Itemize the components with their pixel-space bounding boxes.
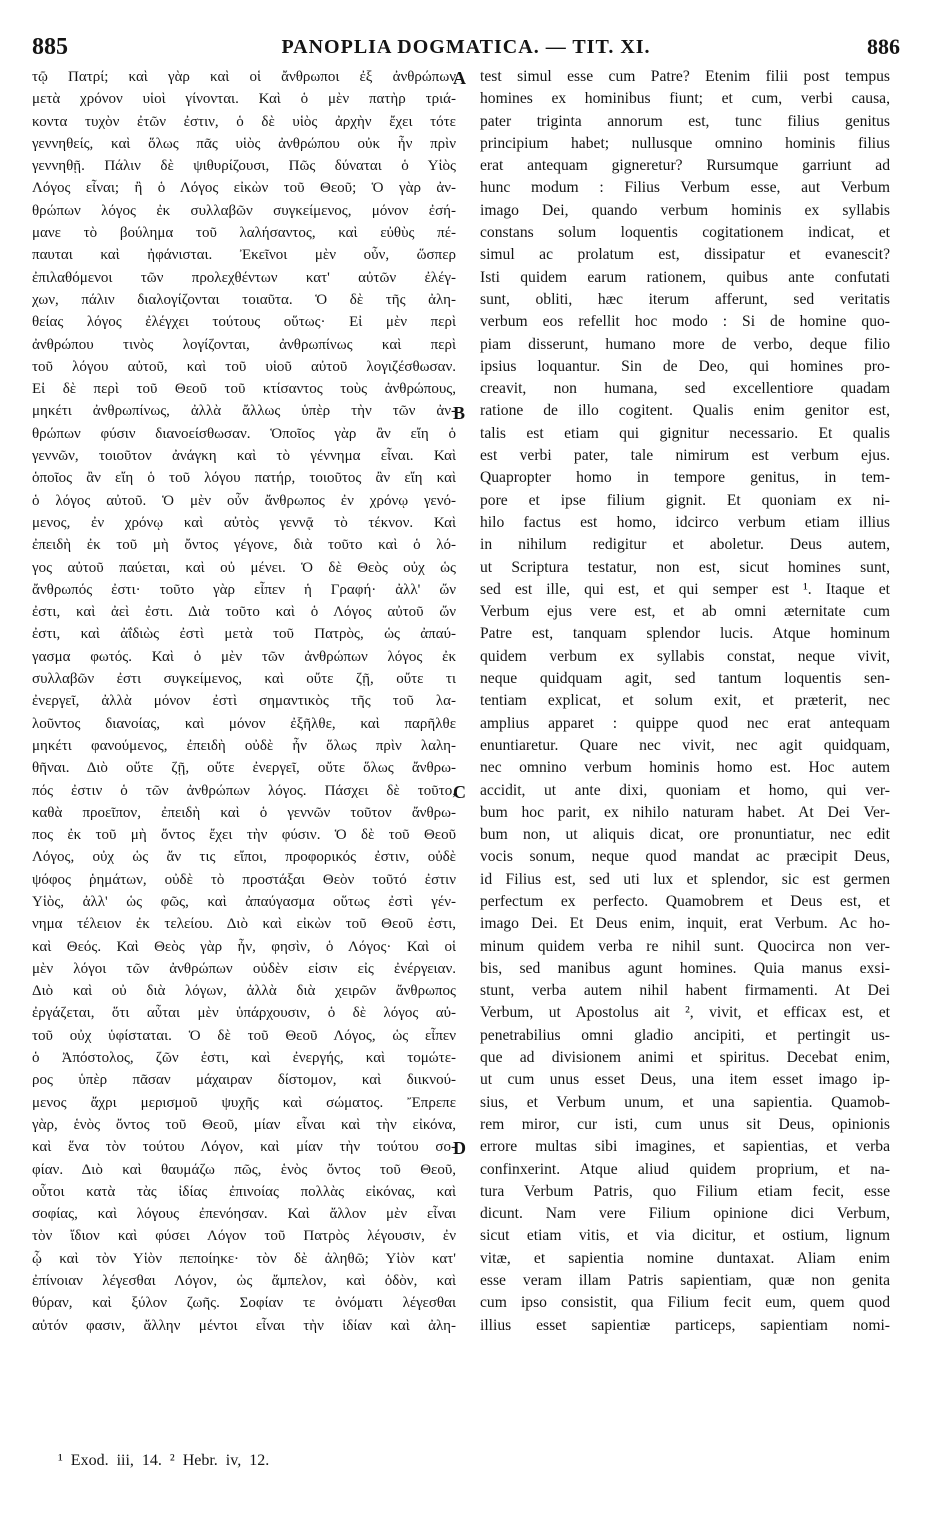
latin-text-line: imago Dei. Et Deus enim, inquit, erat Verbum. Ac ho- [480, 915, 890, 933]
latin-text-line: ipsius loquantur. Sin de Deo, qui homines pro- [480, 357, 890, 375]
greek-text-line: νημα τέλειον ἐκ τελείου. Διὸ καὶ εἰκὼν τοῦ Θεοῦ ἐστι, [32, 916, 456, 933]
latin-text-line: est verbi pater, tale nimirum est verbum ejus. [480, 447, 890, 465]
greek-text-line: φίαν. Διὸ καὶ θαυμάζω πῶς, ἑνὸς ὄντος τοῦ Θεοῦ, [32, 1161, 456, 1178]
greek-text-line: πός ἐστιν ὁ τῶν ἀνθρώπων λόγος. Πάσχει δὲ τοῦτο, [32, 782, 456, 799]
greek-column [32, 66, 456, 1337]
greek-text-line: μενος ἄχρι μερισμοῦ ψυχῆς καὶ σώματος. Ἔπρεπε [32, 1094, 456, 1111]
greek-text-line: θρώπων λόγος ἐκ συλλαβῶν συγκείμενος, μόνον ἐσή- [32, 202, 456, 219]
greek-text-line: αὐτόν φασιν, ἄλλην μέντοι εἶναι τὴν ἰδίαν καὶ ἀλη- [32, 1317, 456, 1334]
greek-text-line: μετὰ χρόνον υἱοὶ γίνονται. Καὶ ὁ μὲν πατὴρ τριά- [32, 91, 456, 108]
greek-text-line: μηκέτι ἀνθρωπίνως, ἀλλὰ ἄλλως ὑπὲρ τὴν τῶν ἀν- [32, 403, 456, 420]
latin-text-line: tentiam explicat, et solum exit, et præterit, nec [480, 692, 890, 710]
greek-text-line: τῷ Πατρί; καὶ γὰρ καὶ οἱ ἄνθρωποι ἐξ ἀνθρώπων [32, 69, 456, 85]
greek-text-line: ὁ Ἀπόστολος, ζῶν ἐστι, καὶ ἐνεργής, καὶ τομώτε- [32, 1050, 456, 1067]
greek-text-line: Λόγος, οὐχ ὡς ἄν τις εἴποι, προφορικός ἐστιν, οὐδὲ [32, 849, 456, 866]
page-number-right: 886 [867, 34, 900, 59]
latin-text-line: quidem verbum ex syllabis constat, neque vivit, [480, 647, 890, 665]
greek-text-line: γεννῶν, τοιοῦτον ἀνάγκη καὶ τὸ γέννημα εἶναι. Καὶ [32, 448, 456, 465]
greek-text-line: γος αὐτοῦ παύεται, καὶ οὐ μένει. Ὁ δὲ Θεὸς οὐχ ὡς [32, 559, 456, 576]
section-marker: C [453, 781, 466, 802]
running-title: PANOPLIA DOGMATICA. — TIT. XI. [281, 36, 651, 58]
greek-text-line: μανε τὸ βούλημα τοῦ λαλήσαντος, καὶ εὐθὺς πέ- [32, 225, 456, 242]
greek-text-line: συλλαβῶν ἐστι συγκείμενος, καὶ οὔτε ζῇ, οὔτε τι [32, 671, 456, 688]
greek-text-line: ρος ὑπὲρ πᾶσαν μάχαιραν δίστομον, καὶ διικνού- [32, 1072, 456, 1089]
greek-text-line: Εἰ δὲ περὶ τοῦ Θεοῦ τοῦ κτίσαντος τοὺς ἀνθρώπους, [32, 381, 456, 398]
latin-text-line: sicut etiam vitis, et via dicitur, et ostium, lignum [480, 1227, 890, 1245]
latin-text-line: sunt, obliti, hæc iterum afferunt, sed veritatis [480, 290, 890, 308]
latin-text-line: enuntiaretur. Quare nec vivit, nec agit quidquam, [480, 736, 890, 754]
latin-text-line: sius, et Verbum unum, et una sapientia. Quamob- [480, 1093, 890, 1111]
latin-text-line: hilo factus est homo, idcirco verbum etiam illius [480, 513, 890, 531]
latin-text-line: principium habet; nullusque omnino hominis filius [480, 134, 890, 152]
latin-text-line: verbum eos refellit hoc modo : Si de homine quo- [480, 313, 890, 331]
latin-text-line: test simul esse cum Patre? Etenim filii post tempus [480, 68, 890, 85]
greek-text-line: θρώπων φύσιν διανοείσθωσαν. Ὁποῖος γὰρ ἂν εἴη ὁ [32, 425, 456, 442]
greek-text-line: χων, πάλιν διαλογίζονται τοιαῦτα. Ὁ δὲ τῆς ἀλη- [32, 291, 456, 308]
latin-text-line: bis, sed manibus agunt homines. Quia manus exsi- [480, 959, 890, 977]
latin-text-line: minum quidem verba re nihil sunt. Quocirca non ver- [480, 937, 890, 955]
latin-text-line: confinxerint. Atque aliud quidem proprium, et na- [480, 1160, 890, 1178]
greek-text-line: ἐργάζεται, ὅτι αὗται μὲν ὑπάρχουσιν, ὁ δὲ λόγος αὐ- [32, 1005, 456, 1022]
latin-text-line: piam disserunt, humano more de verbo, deque filio [480, 335, 890, 353]
latin-text-line: talis est etiam qui gignitur necessario. Et qualis [480, 424, 890, 442]
greek-text-line: τοῦ λόγου αὐτοῦ, καὶ τοῦ υἱοῦ αὐτοῦ λογιζέσθωσαν. [32, 358, 456, 375]
greek-text-line: μὲν λόγοι τῶν ἀνθρώπων οὐδὲν εἰσιν εἰς ἐνέργειαν. [32, 960, 456, 977]
latin-text-line: pore et ipse filium gignit. Et quoniam ex ni- [480, 491, 890, 509]
greek-text-line: οὗτοι κατὰ τὰς ἰδίας ἐπινοίας πολλὰς εἰκόνας, καὶ [32, 1183, 456, 1200]
latin-text-line: creavit, non humana, sed excellentiore quadam [480, 380, 890, 398]
greek-text-line: ἐστι, καὶ ἀΐδιὼς ἐστὶ μετὰ τοῦ Πατρὸς, ὡς ἀπαύ- [32, 626, 456, 643]
latin-text-line: tura Verbum Patris, quo Filium etiam fecit, esse [480, 1182, 890, 1200]
greek-text-line: ἐνεργεῖ, ἀλλὰ μόνον ἐστὶ σημαντικὸς τῆς τοῦ λα- [32, 693, 456, 710]
latin-text-line: ut cum unus esset Deus, una item esset imago ip- [480, 1071, 890, 1089]
latin-text-line: esse veram illam Patris sapientiam, quæ non genita [480, 1272, 890, 1290]
greek-text-line: γασμα φωτός. Καὶ ὁ μὲν τῶν ἀνθρώπων λόγος ἐκ [32, 648, 456, 665]
latin-text-line: illius esset sapientiæ particeps, sapientiam nomi- [480, 1316, 890, 1334]
greek-text-line: ἐπειδὴ ἐκ τοῦ μὴ ὄντος γέγονε, διὰ τοῦτο καὶ ὁ λό- [32, 537, 456, 554]
latin-text-line: in nihilum redigitur et aboletur. Deus autem, [480, 536, 890, 554]
latin-text-line: simul ac prolatum est, dissipatur et evanescit? [480, 246, 890, 264]
latin-text-line: penetrabilius omni gladio ancipiti, et pertingit us- [480, 1026, 890, 1044]
greek-text-line: μενος, ἐν χρόνῳ καὶ αὐτὸς γεννᾷ τὸ τέκνον. Καὶ [32, 514, 456, 531]
latin-text-line: Patre est, tanquam splendor lucis. Atque hominum [480, 625, 890, 643]
latin-text-line: id Filius est, sed uti lux et splendor, sic est germen [480, 870, 890, 888]
greek-text-line: καθὰ προεῖπον, ἐπειδὴ καὶ ὁ γεννῶν τοῦτον ἄνθρω- [32, 804, 456, 821]
latin-text-line: neque quidquam agit, sed tantum loquentis sen- [480, 670, 890, 688]
greek-text-line: πος ἐκ τοῦ μὴ ὄντος ἔχει τὴν φύσιν. Ὁ δὲ τοῦ Θεοῦ [32, 827, 456, 844]
greek-text-line: ἐπίνοιαν λέγεσθαι Λόγον, ὡς ἄμπελον, καὶ ὁδὸν, καὶ [32, 1273, 456, 1290]
latin-text-line: Isti quidem earum rationem, quibus ante confutati [480, 268, 890, 286]
latin-text-line: Quapropter homo in tempore genitus, in tem- [480, 469, 890, 487]
greek-text-line: Λόγος εἶναι; ἢ ὁ Λόγος εἰκὼν τοῦ Θεοῦ; Ὁ γὰρ ἀν- [32, 180, 456, 197]
greek-text-line: γεννηθῇ. Πάλιν δὲ ψιθυρίζουσι, Πῶς δύναται ὁ Υἱὸς [32, 158, 456, 175]
greek-text-line: παυται καὶ ἠφάνισται. Ἐκεῖνοι μὲν οὖν, ὥσπερ [32, 247, 456, 264]
latin-text-line: constans solum loquentis cogitationem indicat, et [480, 224, 890, 242]
greek-text-line: γεννηθείς, καὶ ὅλως πᾶς υἱὸς ἀνθρώπου οὐκ ἦν πρὶν [32, 135, 456, 152]
section-marker: B [453, 402, 466, 423]
greek-text-line: Διὸ καὶ οὐ διὰ λόγων, ἀλλὰ διὰ χειρῶν ἄνθρωπος [32, 983, 456, 1000]
latin-text-line: que ad divisionem animi et spiritus. Decebat enim, [480, 1049, 890, 1067]
latin-text-line: stunt, verba autem nihil habent firmamenti. At Dei [480, 982, 890, 1000]
latin-text-line: hunc modum : Filius Verbum esse, aut Verbum [480, 179, 890, 197]
latin-text-line: ratione de illo cogitent. Qualis enim genitor est, [480, 402, 890, 420]
greek-text-line: ἄνθρωπός ἐστι· τοῦτο γὰρ εἶπεν ἡ Γραφή· ἀλλ' ὤν [32, 581, 456, 598]
greek-text-line: θείας λόγος ἐλέγχει τούτους οὕτως· Εἰ μὲν περὶ [32, 314, 456, 331]
greek-text-line: ἐπιλαθόμενοι τῶν προλεχθέντων κατ' αὐτῶν ἐλέγ- [32, 269, 456, 286]
section-marker: A [453, 68, 466, 88]
greek-text-line: θύραν, καὶ ξύλον ζωῆς. Σοφίαν τε ὀνόματι λέγεσθαι [32, 1295, 456, 1312]
greek-text-line: λοῦντος διανοίας, καὶ μόνον ἐξῆλθε, καὶ παρῆλθε [32, 715, 456, 732]
greek-text-line: καὶ Θεός. Καὶ Θεὸς γὰρ ἦν, φησὶν, ὁ Λόγος· Καὶ οἱ [32, 938, 456, 955]
latin-text-line: Verbum, ut Apostolus ait ², vivit, et efficax est, et [480, 1004, 890, 1022]
latin-text-line: dicunt. Nam vere Filium opinione dici Verbum, [480, 1205, 890, 1223]
greek-text-line: σοφίας, καὶ λόγους ἐπενόησαν. Καὶ ἄλλον μὲν εἶναι [32, 1206, 456, 1223]
greek-text-line: τοῦ οὐχ ὑφίσταται. Ὁ δὲ τοῦ Θεοῦ Λόγος, ὡς εἶπεν [32, 1027, 456, 1044]
latin-text-line: cum ipso consistit, qua Filium fecit eum, quem quod [480, 1294, 890, 1312]
latin-text-line: pater triginta annorum est, tunc filius genitus [480, 112, 890, 130]
latin-text-line: rem miror, cur isti, cum unus sit Deus, opinionis [480, 1115, 890, 1133]
greek-text-line: γὰρ, ἑνὸς ὄντος τοῦ Θεοῦ, μίαν εἶναι καὶ τὴν εἰκόνα, [32, 1116, 456, 1133]
greek-text-line: θῆναι. Διὸ οὔτε ζῇ, οὔτε ἐνεργεῖ, οὔτε ὅλως ἄνθρω- [32, 760, 456, 777]
latin-text-line: amplius apparet : quippe quod nec erat antequam [480, 714, 890, 732]
greek-text-line: ψόφος ῥημάτων, οὐδὲ τὸ προστάξαι Θεὸν τοῦτό ἐστιν [32, 871, 456, 888]
greek-text-line: ὁποῖος ἂν εἴη ὁ τοῦ λόγου πατήρ, τοιοῦτος ἂν εἴη καὶ [32, 470, 456, 487]
latin-text-line: Verbum ejus vere est, et ab omni æternitate cum [480, 603, 890, 621]
latin-text-line: homines ex hominibus fiunt; et cum, verbi causa, [480, 90, 890, 108]
greek-text-line: ἐστι, καὶ ἀεὶ ἐστι. Διὰ τοῦτο καὶ ὁ Λόγος αὐτοῦ ὤν [32, 604, 456, 621]
greek-text-line: Υἱὸς, ἀλλ' ὡς φῶς, καὶ ἀπαύγασμα οὕτως ἐστὶ γέν- [32, 893, 456, 910]
latin-text-line: perfectum ex perfecto. Quamobrem et Deus est, et [480, 892, 890, 910]
greek-text-line: κοντα τυχὸν ἐτῶν ἐστιν, ὁ δὲ υἱὸς ἀρχὴν ἔχει τότε [32, 113, 456, 130]
latin-text-line: ut Scriptura testatur, non est, sicut homines sunt, [480, 558, 890, 576]
latin-text-line: erat antequam gigneretur? Rursumque garriunt ad [480, 157, 890, 175]
latin-text-line: vocis sonum, neque quod mandat ac præcipit Deus, [480, 848, 890, 866]
latin-text-line: vitæ, et sapientia nomine duntaxat. Aliam enim [480, 1249, 890, 1267]
page-number-left: 885 [32, 34, 68, 60]
latin-text-line: bum hoc parit, ex nihilo naturam habet. At Dei Ver- [480, 803, 890, 821]
greek-text-line: μηκέτι φανούμενος, ἐπειδὴ οὐδὲ ἦν ὅλως πρὶν λαλη- [32, 737, 456, 754]
greek-text-line: ἀνθρώπου τινὸς λογίζονται, ἀνθρωπίνως καὶ περὶ [32, 336, 456, 353]
greek-text-line: ᾧ καὶ τὸν Υἱὸν πεποίηκε· τὸν δὲ ἀληθῶ; Υἱὸν κατ' [32, 1250, 456, 1267]
running-header [32, 32, 900, 62]
section-marker: D [453, 1138, 466, 1159]
footnotes: ¹ Exod. iii, 14. ² Hebr. iv, 12. [58, 1452, 270, 1469]
latin-text-line: sed est ille, qui est, et qui semper est ¹. Itaque et [480, 580, 890, 598]
greek-text-line: τὸν ἴδιον καὶ φύσει Λόγον τοῦ Πατρὸς λέγουσιν, ἐν [32, 1228, 456, 1245]
latin-text-line: nec omnino verbum hominis homo est. Hoc autem [480, 759, 890, 777]
latin-text-line: accidit, ut ante dixi, quoniam et homo, qui ver- [480, 781, 890, 799]
latin-column [480, 66, 890, 1337]
latin-text-line: errore multas sibi imagines, et sapientias, et verba [480, 1138, 890, 1156]
greek-text-line: ὁ λόγος αὐτοῦ. Ὁ μὲν οὖν ἄνθρωπος ἐν χρόνῳ γενό- [32, 492, 456, 509]
latin-text-line: imago Dei, quando verbum hominis ex syllabis [480, 201, 890, 219]
latin-text-line: bum non, ut aliquis dicat, ore pronuntiatur, nec edit [480, 826, 890, 844]
greek-text-line: καὶ ἕνα τὸν τούτου Λόγον, καὶ μίαν τὴν τούτου σο- [32, 1139, 456, 1156]
